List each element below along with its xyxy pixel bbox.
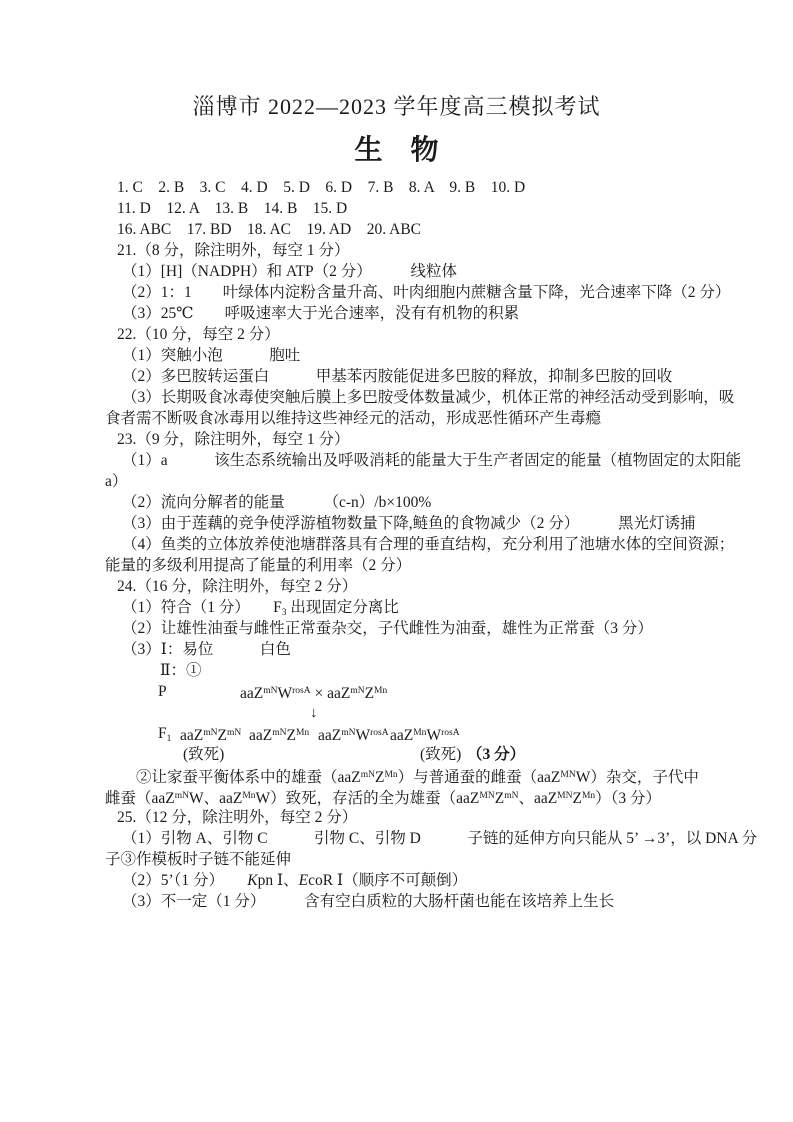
text-segment: （2）多巴胺转运蛋白 甲基苯丙胺能促进多巴胺的释放，抑制多巴胺的回收 — [122, 368, 673, 385]
text-run — [122, 515, 696, 532]
text-segment: mN — [174, 791, 189, 801]
text-run — [183, 744, 224, 765]
text-segment: Mn — [295, 728, 310, 738]
text-segment: 3 — [281, 608, 287, 618]
text-run — [122, 641, 291, 658]
text-run — [122, 893, 614, 910]
text-segment: 23.（9 分，除注明外，每空 1 分） — [117, 431, 350, 448]
q25-answer-1-cont — [105, 849, 705, 870]
q24-answer-1 — [105, 597, 705, 618]
text-run — [240, 681, 387, 704]
text-segment: ②让家蚕平衡体系中的雄蚕（aaZ — [105, 769, 361, 786]
text-segment: Z — [217, 727, 227, 744]
text-segment: 1. C 2. B 3. C 4. D 5. D 6. D 7. B 8. A 9. B 10. D — [117, 179, 526, 196]
text-segment: （3）不一定（1 分） 含有空白质粒的大肠杆菌也能在该培养上生长 — [122, 893, 615, 910]
text-run — [390, 723, 460, 746]
text-segment: 子③作模板时子链不能延伸 — [105, 851, 292, 868]
choice-answers-1-10 — [105, 177, 705, 198]
text-run — [122, 368, 672, 385]
text-segment: aaZ — [249, 727, 273, 744]
text-run — [160, 662, 202, 679]
text-segment: MN — [479, 791, 495, 801]
text-segment: (致死) — [420, 746, 462, 763]
q24-f1-genotypes — [105, 723, 705, 744]
q24-answer-3-II-2 — [105, 765, 705, 786]
text-run — [105, 473, 127, 490]
text-segment: 1 — [166, 734, 172, 744]
text-run — [122, 872, 467, 889]
text-segment: Z — [364, 685, 375, 702]
text-segment: Z — [286, 727, 296, 744]
text-segment: 出现固定分离比 — [286, 599, 399, 616]
text-run — [117, 242, 350, 259]
text-run — [122, 830, 757, 847]
text-run — [122, 263, 457, 280]
text-segment: ）与普通蚕的雌蚕（aaZ — [397, 769, 561, 786]
text-segment: （3）由于莲藕的竞争使浮游植物数量下降,鲢鱼的食物减少（2 分） 黑光灯诱捕 — [122, 515, 696, 532]
text-segment: aaZ — [240, 685, 264, 702]
q25-header — [105, 807, 705, 828]
text-segment: Z — [572, 790, 582, 807]
text-run — [318, 723, 389, 746]
text-segment: （4）鱼类的立体放养使池塘群落具有合理的垂直结构，充分利用了池塘水体的空间资源； — [122, 536, 735, 553]
text-segment: mN — [203, 728, 218, 738]
text-run — [117, 179, 525, 196]
text-segment: W — [426, 727, 442, 744]
text-segment: mN — [350, 686, 365, 696]
q24-header — [105, 576, 705, 597]
choice-answers-11-15 — [105, 198, 705, 219]
text-segment: （3）长期吸食冰毒使突触后膜上多巴胺受体数量减少，机体正常的神经活动受到影响，吸 — [122, 389, 735, 406]
text-segment: （3 分） — [467, 746, 526, 763]
q24-cross-arrow — [105, 702, 705, 723]
text-run — [122, 452, 741, 469]
q25-answer-2 — [105, 870, 705, 891]
text-run — [117, 431, 350, 448]
text-segment: Z — [494, 790, 505, 807]
text-run — [122, 494, 431, 511]
text-segment: mN — [360, 770, 375, 780]
text-run — [105, 769, 699, 786]
text-run — [105, 410, 601, 427]
text-run — [122, 536, 734, 553]
q22-answer-3 — [105, 387, 735, 408]
text-segment: F — [158, 725, 167, 742]
subject-title: 生 物 — [354, 135, 439, 166]
text-segment: E — [298, 872, 309, 889]
text-run — [105, 851, 291, 868]
q22-header — [105, 324, 705, 345]
text-segment: mN — [341, 728, 356, 738]
text-run — [117, 809, 357, 826]
text-segment: ）（3 分） — [595, 790, 662, 807]
text-run — [122, 305, 519, 322]
text-segment: aaZ — [318, 727, 342, 744]
q24-answer-3-II — [105, 660, 705, 681]
text-segment: Mn — [242, 791, 256, 801]
text-segment: Mn — [413, 728, 427, 738]
text-segment: （2）1：1 叶绿体内淀粉含量升高、叶肉细胞内蔗糖含量下降，光合速率下降（2 分） — [122, 284, 731, 301]
text-segment: (致死) — [183, 746, 225, 763]
text-segment: coR Ⅰ（顺序不可颠倒） — [308, 872, 468, 889]
text-segment: （1）a 该生态系统输出及呼吸消耗的能量大于生产者固定的能量（植物固定的太阳能 — [122, 452, 742, 469]
text-segment: Ⅱ：① — [160, 662, 202, 679]
text-segment: rosA — [441, 728, 460, 738]
text-run — [117, 326, 280, 343]
text-run — [105, 790, 661, 807]
text-segment: 、aaZ — [518, 790, 558, 807]
text-run — [122, 389, 734, 406]
q25-answer-1 — [105, 828, 758, 849]
text-run — [467, 744, 525, 765]
text-run — [122, 347, 300, 364]
text-segment: rosA — [370, 728, 389, 738]
q21-answer-2 — [105, 282, 731, 303]
text-segment: 25.（12 分，除注明外，每空 2 分） — [117, 809, 358, 826]
text-segment: Mn — [384, 770, 398, 780]
q22-answer-1 — [105, 345, 705, 366]
text-segment: Z — [374, 769, 385, 786]
q23-answer-1-cont — [105, 471, 705, 492]
text-run — [249, 723, 309, 746]
down-arrow-icon: ↓ — [310, 705, 318, 721]
q23-answer-4 — [105, 534, 735, 555]
q21-answer-3 — [105, 303, 705, 324]
q24-answer-3-I — [105, 639, 705, 660]
text-segment: MN — [557, 791, 573, 801]
text-segment: 能量的多级利用提高了能量的利用率（2 分） — [105, 557, 412, 574]
text-segment: rosA — [292, 686, 311, 696]
text-segment: aaZ — [390, 727, 414, 744]
text-run — [117, 200, 347, 217]
q24-answer-3-II-2-cont — [105, 786, 705, 807]
text-run — [117, 221, 421, 238]
text-segment: W）杂交，子代中 — [575, 769, 699, 786]
text-segment: aaZ — [180, 727, 204, 744]
text-segment: （1）[H]（NADPH）和 ATP（2 分） 线粒体 — [122, 263, 457, 280]
q24-cross-parents — [105, 681, 705, 702]
text-segment: K — [247, 872, 258, 889]
q24-answer-2 — [105, 618, 705, 639]
text-run — [122, 599, 399, 616]
text-segment: （2）让雄性油蚕与雌性正常蚕杂交，子代雌性为油蚕，雄性为正常蚕（3 分） — [122, 620, 653, 637]
text-segment: Mn — [374, 686, 388, 696]
text-segment: pn Ⅰ、 — [257, 872, 299, 889]
text-segment: MN — [560, 770, 576, 780]
text-segment: （2）5’（1 分） — [122, 872, 248, 889]
q23-answer-1 — [105, 450, 742, 471]
text-run — [105, 557, 411, 574]
text-segment: 21.（8 分，除注明外，每空 1 分） — [117, 242, 350, 259]
text-segment: mN — [504, 791, 519, 801]
text-segment: W）致死，存活的全为雄蚕（aaZ — [255, 790, 480, 807]
text-segment: （2）流向分解者的能量 （c-n）/b×100% — [122, 494, 432, 511]
text-run — [420, 744, 461, 765]
text-segment: mN — [226, 728, 242, 738]
text-segment: Mn — [581, 791, 596, 801]
text-segment: a） — [105, 473, 128, 490]
text-segment: （1）突触小泡 胞吐 — [122, 347, 301, 364]
q23-answer-2 — [105, 492, 705, 513]
choice-answers-16-20 — [105, 219, 705, 240]
text-segment: （1）引物 A、引物 C 引物 C、引物 D 子链的延伸方向只能从 5’ →3’，以 DNA 分 — [122, 830, 758, 847]
text-segment: 24.（16 分，除注明外，每空 2 分） — [117, 578, 358, 595]
q24-f1-lethal — [105, 744, 705, 765]
text-run — [180, 723, 241, 746]
page-title: 淄博市 2022—2023 学年度高三模拟考试 — [192, 94, 601, 119]
text-segment: W、aaZ — [188, 790, 243, 807]
q21-header — [105, 240, 705, 261]
text-segment: × aaZ — [310, 685, 351, 702]
text-segment: 22.（10 分，每空 2 分） — [117, 326, 280, 343]
q21-answer-1 — [105, 261, 705, 282]
text-segment: （3）Ⅰ：易位 白色 — [122, 641, 291, 658]
q23-answer-4-cont — [105, 555, 705, 576]
q25-answer-3 — [105, 891, 705, 912]
text-run — [310, 702, 318, 724]
text-segment: mN — [272, 728, 287, 738]
answer-lines — [105, 177, 758, 912]
q22-answer-2 — [105, 366, 705, 387]
text-segment: 食者需不断吸食冰毒用以维持这些神经元的活动，形成恶性循环产生毒瘾 — [105, 410, 602, 427]
q23-answer-3 — [105, 513, 705, 534]
text-segment: W — [355, 727, 371, 744]
text-segment: （1）符合（1 分） F — [122, 599, 282, 616]
text-segment: 11. D 12. A 13. B 14. B 15. D — [117, 200, 348, 217]
q23-header — [105, 429, 705, 450]
text-run — [122, 620, 653, 637]
text-run — [117, 578, 357, 595]
text-segment: P — [158, 683, 167, 700]
q22-answer-3-cont — [105, 408, 705, 429]
text-segment: mN — [263, 686, 278, 696]
text-segment: W — [277, 685, 293, 702]
text-segment: （3）25℃ 呼吸速率大于光合速率，没有有机物的积累 — [122, 305, 520, 322]
text-run — [158, 681, 167, 702]
text-run — [122, 284, 730, 301]
text-segment: 16. ABC 17. BD 18. AC 19. AD 20. ABC — [117, 221, 422, 238]
text-segment: 雌蚕（aaZ — [105, 790, 175, 807]
